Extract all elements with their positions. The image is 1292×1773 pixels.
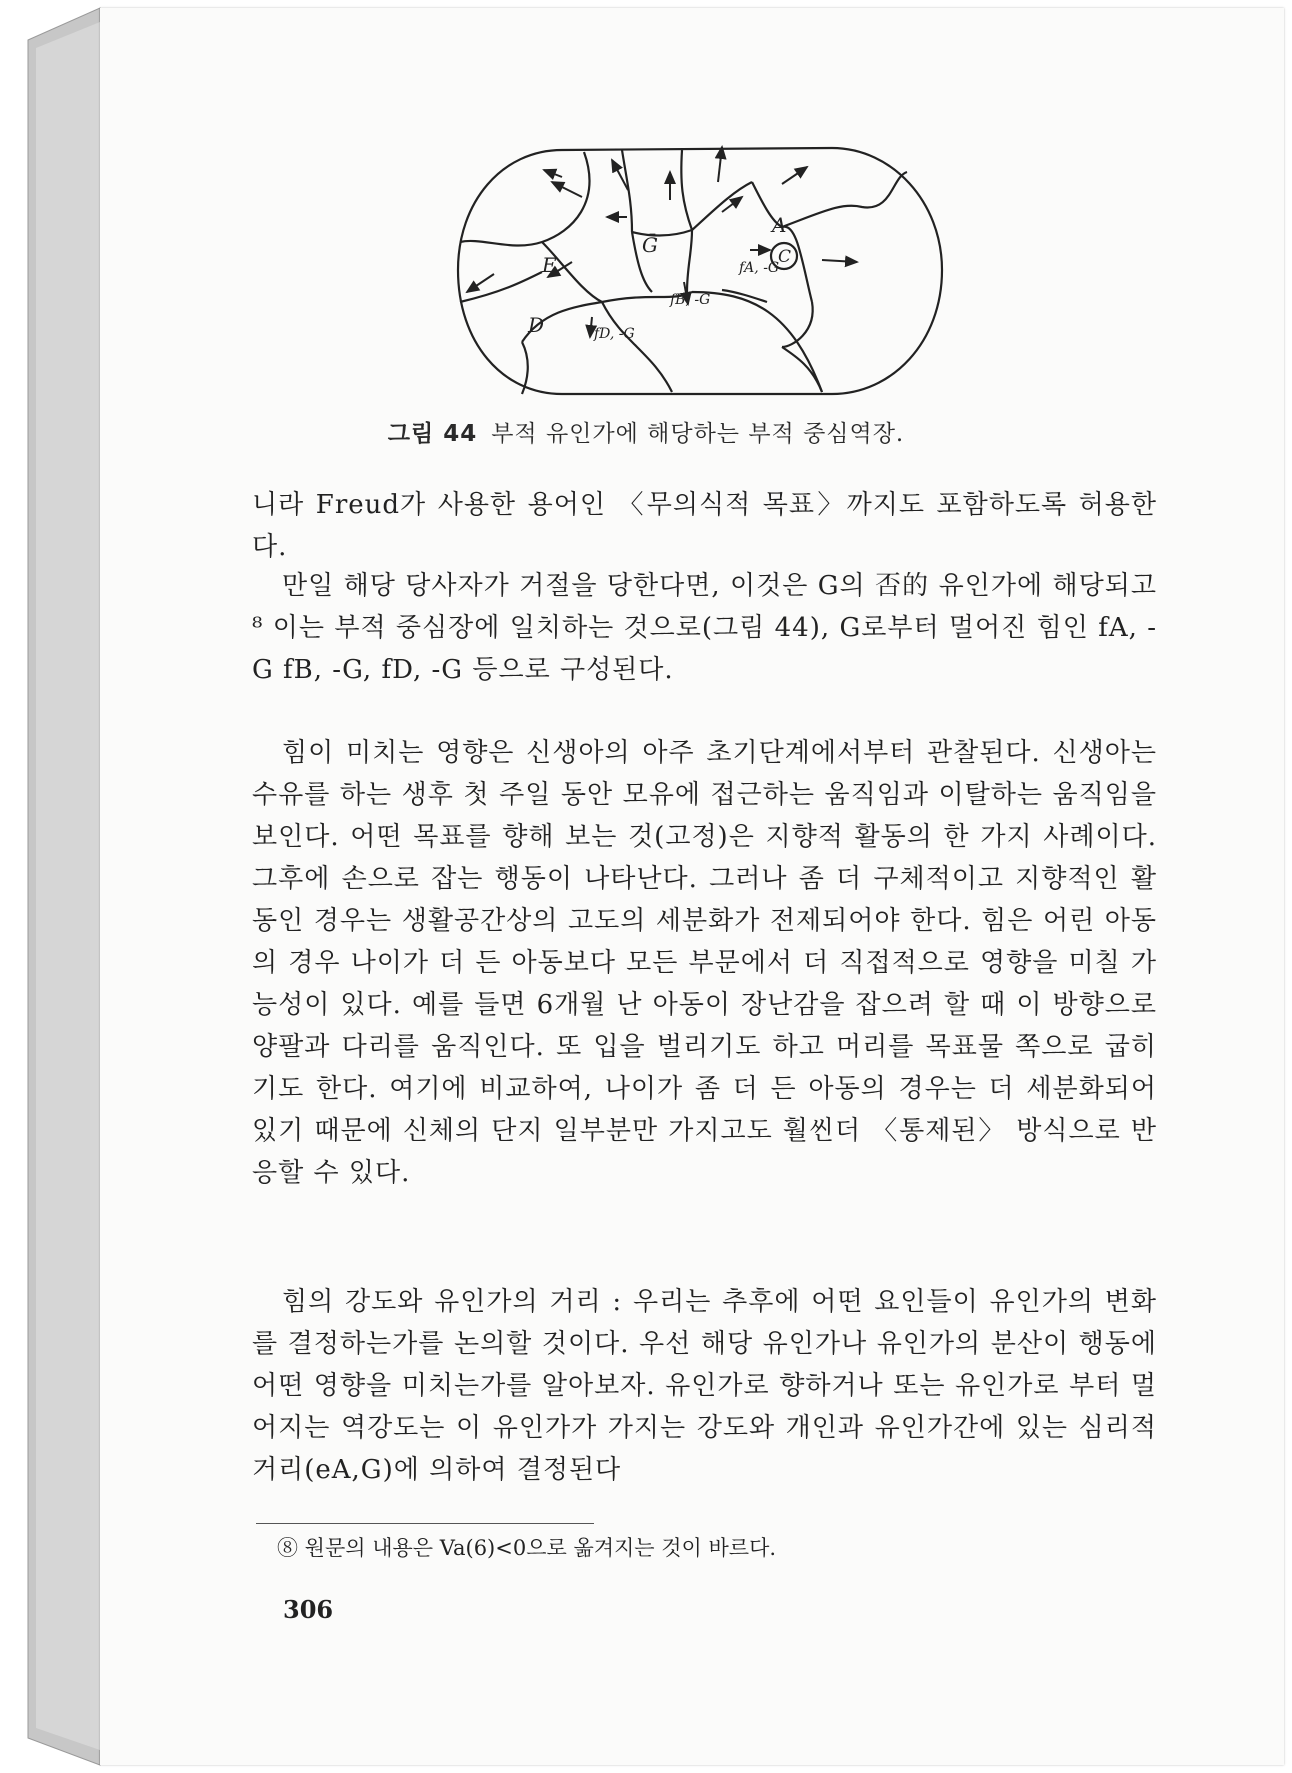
figure-caption	[100, 415, 1192, 448]
paragraph-2: 만일 해당 당사자가 거절을 당한다면, 이것은 G의 否的 유인가에 해당되고⁸ 이는 부적 중심장에 일치하는 것으로(그림 44), G로부터 멀어진 힘인 fA, -G fB, -G, fD, -G 등으로 구성된다.	[252, 571, 1157, 685]
label-a: A	[772, 213, 787, 237]
label-g: Ḡ	[642, 233, 658, 257]
footnote-divider	[256, 1523, 594, 1524]
paragraph-4: 힘의 강도와 유인가의 거리 : 우리는 추후에 어떤 요인들이 유인가의 변화를 결정하는가를 논의할 것이다. 우선 해당 유인가나 유인가의 분산이 행동에 어떤 영향을 미치는가를 알아보자. 유인가로 향하거나 또는 유인가로 부터 멀어지는 역강도는 이 유인가가 가지는 강도와 개인과 유인가간에 있는 심리적 거리(eA,G)에 의하여 결정된다	[252, 1287, 1157, 1485]
caption-label: 그림 44	[387, 421, 478, 447]
label-f-b: fB, -G	[670, 292, 711, 308]
footnote: ⑧ 원문의 내용은 Va(6)<0으로 옮겨지는 것이 바르다.	[277, 1536, 777, 1560]
label-f-a: fA, -G	[739, 260, 780, 276]
label-f-d: fD, -G	[594, 326, 635, 342]
field-diagram	[452, 142, 952, 400]
paragraph-3: 힘이 미치는 영향은 신생아의 아주 초기단계에서부터 관찰된다. 신생아는 수유를 하는 생후 첫 주일 동안 모유에 접근하는 움직임과 이탈하는 움직임을 보인다. 어떤 목표를 향해 보는 것(고정)은 지향적 활동의 한 가지 사례이다. 그후에 손으로 잡는 행동이 나타난다. 그러나 좀 더 구체적이고 지향적인 활동인 경우는 생활공간상의 고도의 세분화가 전제되어야 한다. 힘은 어린 아동의 경우 나이가 더 든 아동보다 모든 부문에서 더 직접적으로 영향을 미칠 가능성이 있다. 예를 들면 6개월 난 아동이 장난감을 잡으려 할 때 이 방향으로 양팔과 다리를 움직인다. 또 입을 벌리기도 하고 머리를 목표물 쪽으로 굽히기도 한다. 여기에 비교하여, 나이가 좀 더 든 아동의 경우는 더 세분화되어 있기 때문에 신체의 단지 일부분만 가지고도 훨씬더 〈통제된〉 방식으로 반응할 수 있다.	[252, 738, 1157, 1188]
paragraph-1: 니라 Freud가 사용한 용어인 〈무의식적 목표〉까지도 포함하도록 허용한다.	[252, 490, 1157, 562]
field-boundary	[458, 148, 942, 394]
page-number: 306	[283, 1595, 334, 1624]
label-d: D	[528, 313, 545, 337]
label-e: E	[542, 253, 557, 277]
caption-text: 부적 유인가에 해당하는 부적 중심역장.	[491, 421, 905, 447]
label-c: C	[778, 247, 792, 267]
